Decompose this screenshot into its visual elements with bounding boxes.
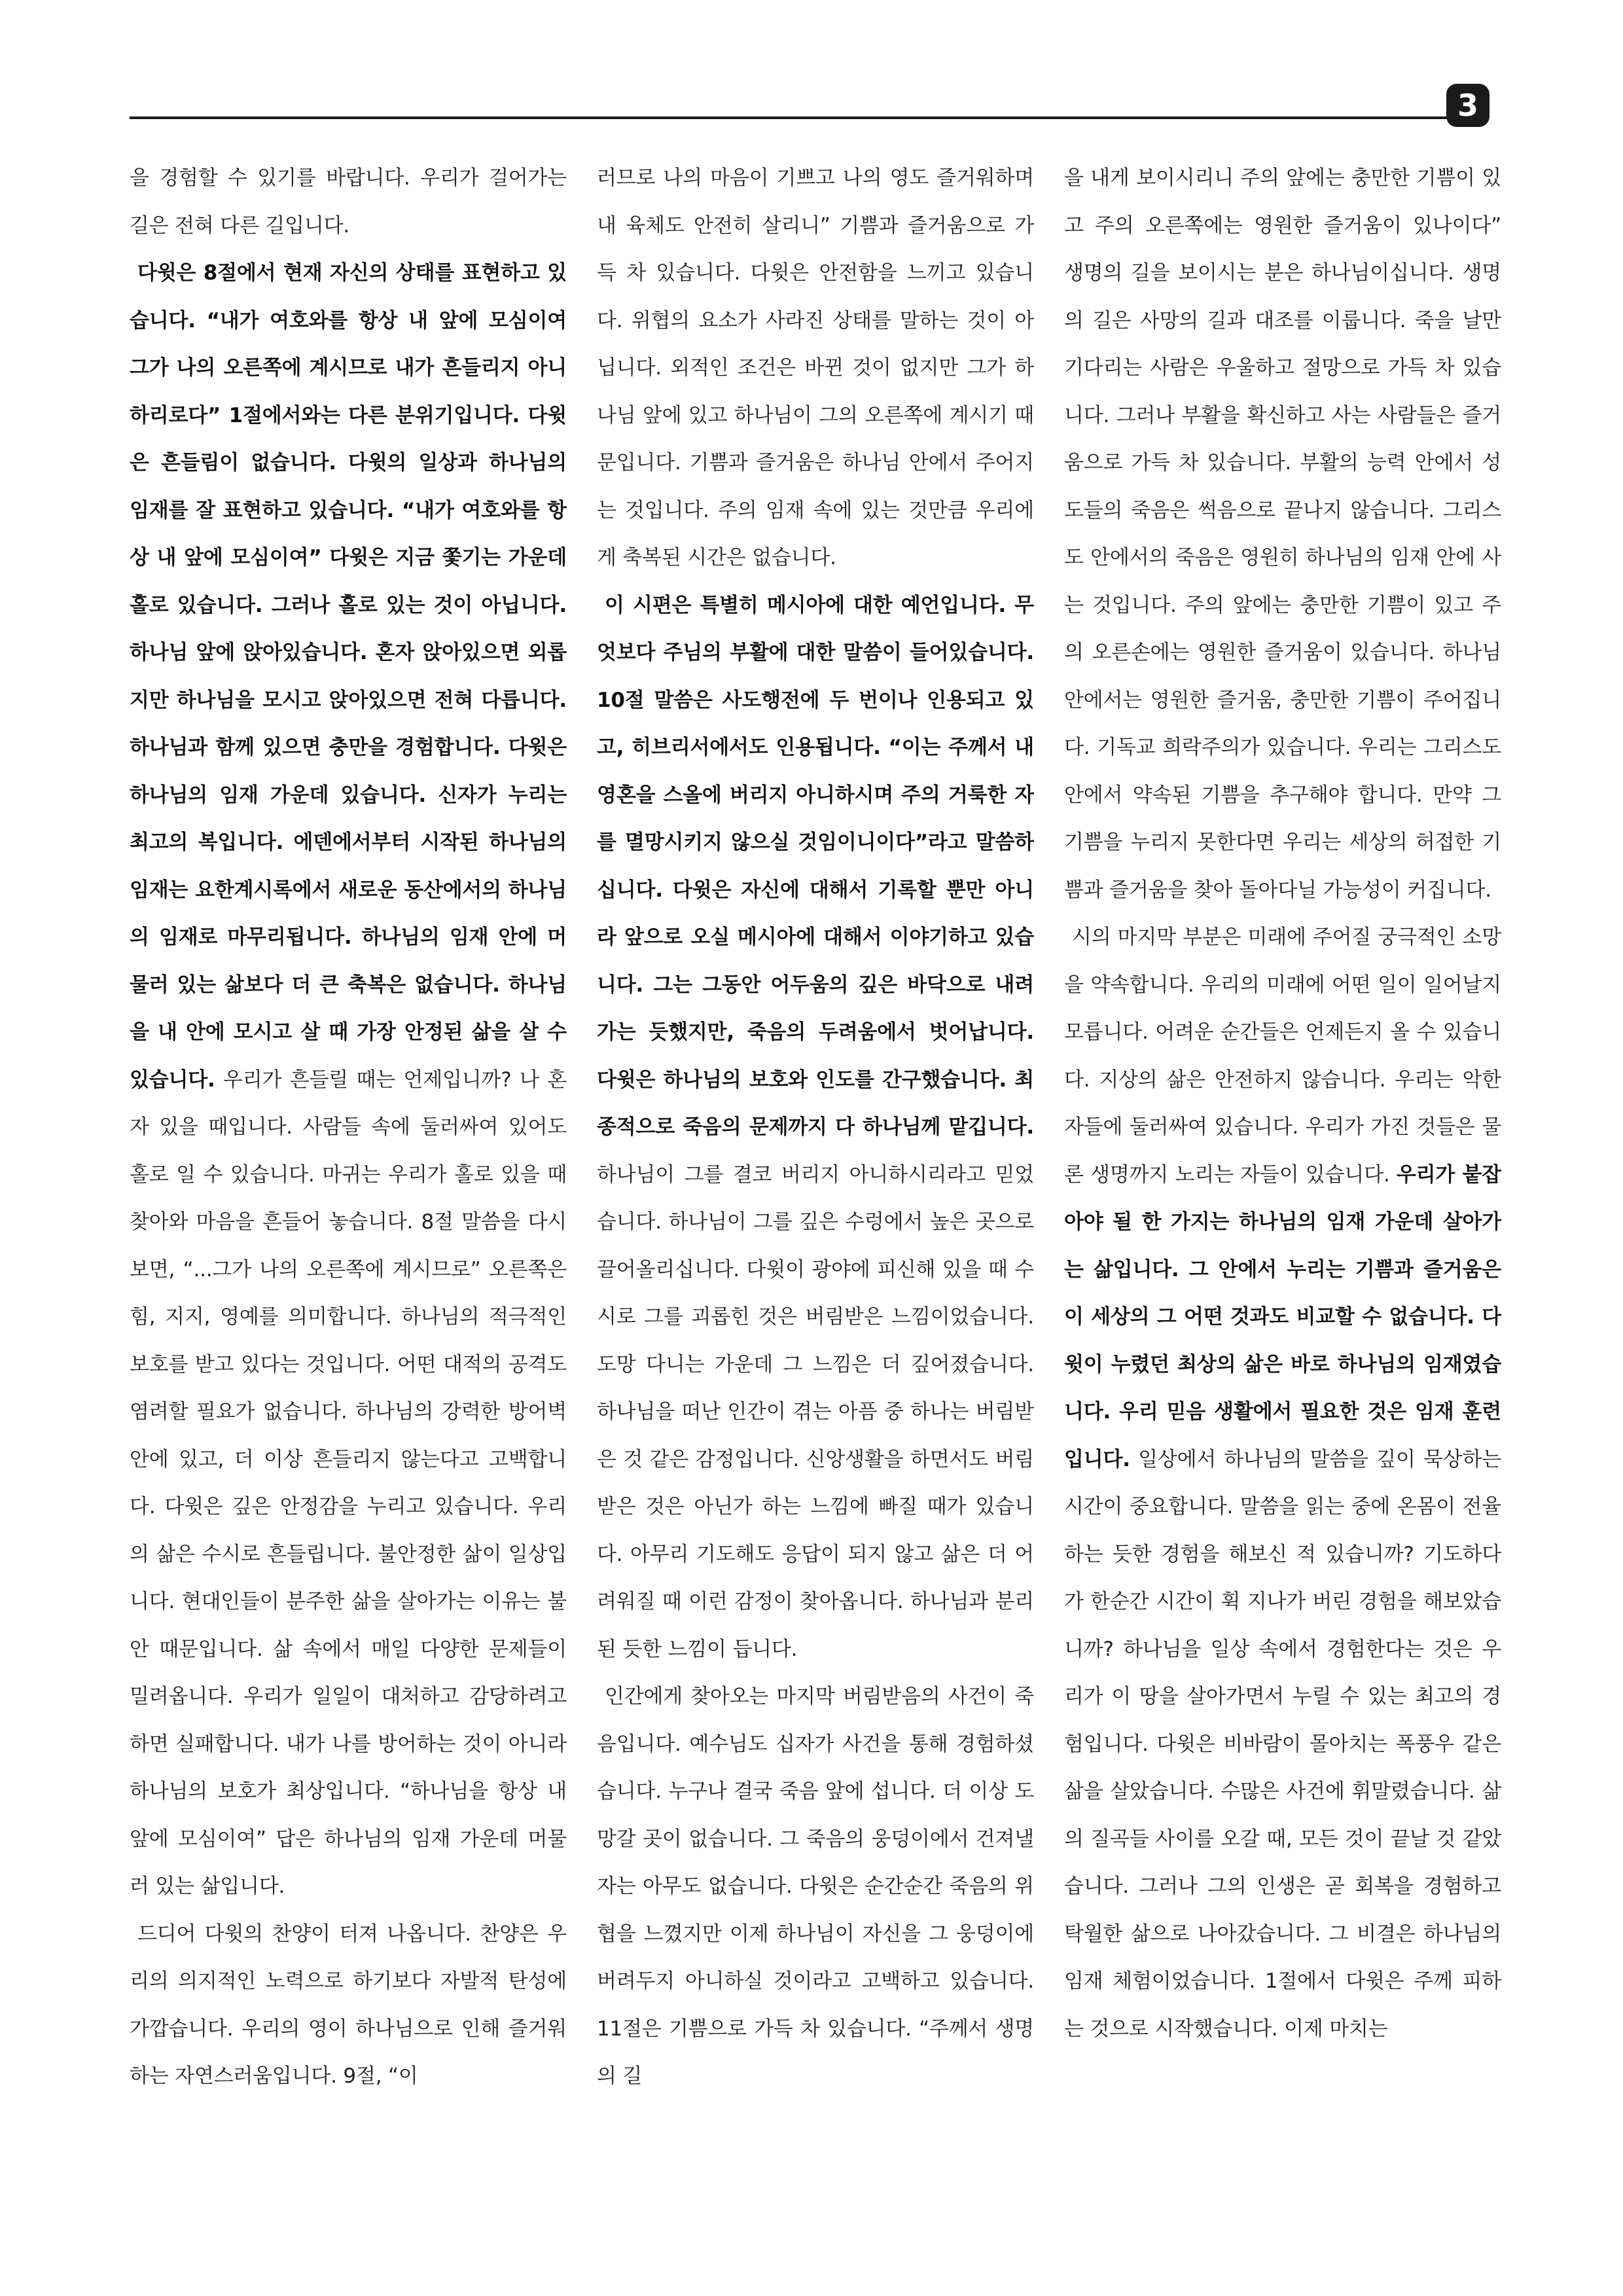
text-run: 인간에게 찾아오는 마지막 버림받음의 사건이 죽음입니다. 예수님도 십자가 사건을 통해 경험하셨습니다. 누구나 결국 죽음 앞에 섭니다. 더 이상 도망갈 곳이 없습니다. 그 죽음의 웅덩이에서 건져낼 자는 아무도 없습니다. 다윗은 순간순간 죽음의 위협을 느꼈지만 이제 하나님이 자신을 그 웅덩이에 버려두지 아니하실 것이라고 고백하고 있습니다. 11절은 기쁨으로 가득 차 있습니다. “주께서 생명의 길 [597, 1685, 1034, 2088]
text-run: 드디어 다윗의 찬양이 터져 나옵니다. 찬양은 우리의 의지적인 노력으로 하기보다 자발적 탄성에 가깝습니다. 우리의 영이 하나님으로 인해 즐거워하는 자연스러움입니다. 9절, “이 [130, 1922, 567, 2088]
paragraph [597, 154, 1034, 582]
paragraph [597, 1673, 1034, 2100]
paragraph [1064, 914, 1501, 2053]
paragraph [130, 249, 567, 1910]
text-column-2 [597, 154, 1034, 2265]
text-column-3 [1064, 154, 1501, 2265]
text-run: 을 내게 보이시리니 주의 앞에는 충만한 기쁨이 있고 주의 오른쪽에는 영원한 즐거움이 있나이다” 생명의 길을 보이시는 분은 하나님이십니다. 생명의 길은 사망의 길과 대조를 이룹니다. 죽을 날만 기다리는 사람은 우울하고 절망으로 가득 차 있습니다. 그러나 부활을 확신하고 사는 사람들은 즐거움으로 가득 차 있습니다. 부활의 능력 안에서 성도들의 죽음은 썩음으로 끝나지 않습니다. 그리스도 안에서의 죽음은 영원히 하나님의 임재 안에 사는 것입니다. 주의 앞에는 충만한 기쁨이 있고 주의 오른손에는 영원한 즐거움이 있습니다. 하나님 안에서는 영원한 즐거움, 충만한 기쁨이 주어집니다. 기독교 희락주의가 있습니다. 우리는 그리스도 안에서 약속된 기쁨을 추구해야 합니다. 만약 그 기쁨을 누리지 못한다면 우리는 세상의 허접한 기쁨과 즐거움을 찾아 돌아다닐 가능성이 커집니다. [1064, 166, 1501, 902]
page-number: 3 [1446, 84, 1489, 127]
paragraph [130, 154, 567, 249]
paragraph [1064, 154, 1501, 914]
text-column-1 [130, 154, 567, 2265]
paragraph [130, 1910, 567, 2100]
bold-text-run: 이 시편은 특별히 메시아에 대한 예언입니다. 무엇보다 주님의 부활에 대한 말씀이 들어있습니다. 10절 말씀은 사도행전에 두 번이나 인용되고 있고, 히브리서에서도 인용됩니다. “이는 주께서 내 영혼을 스올에 버리지 아니하시며 주의 거룩한 자를 멸망시키지 않으실 것임이니이다”라고 말씀하십니다. 다윗은 자신에 대해서 기록할 뿐만 아니라 앞으로 오실 메시아에 대해서 이야기하고 있습니다. 그는 그동안 어두움의 깊은 바닥으로 내려가는 듯했지만, 죽음의 두려움에서 벗어납니다. 다윗은 하나님의 보호와 인도를 간구했습니다. 최종적으로 죽음의 문제까지 다 하나님께 맡깁니다. [597, 593, 1034, 1139]
text-run: 하나님이 그를 결코 버리지 아니하시리라고 믿었습니다. 하나님이 그를 깊은 수렁에서 높은 곳으로 끌어올리십니다. 다윗이 광야에 피신해 있을 때 수시로 그를 괴롭힌 것은 버림받은 느낌이었습니다. 도망 다니는 가운데 그 느낌은 더 깊어졌습니다. 하나님을 떠난 인간이 겪는 아픔 중 하나는 버림받은 것 같은 감정입니다. 신앙생활을 하면서도 버림받은 것은 아닌가 하는 느낌에 빠질 때가 있습니다. 아무리 기도해도 응답이 되지 않고 삶은 더 어려워질 때 이런 감정이 찾아옵니다. 하나님과 분리된 듯한 느낌이 듭니다. [597, 1162, 1034, 1661]
bold-text-run: 다윗은 8절에서 현재 자신의 상태를 표현하고 있습니다. “내가 여호와를 항상 내 앞에 모심이여 그가 나의 오른쪽에 계시므로 내가 흔들리지 아니하리로다” 1절에서와는 다른 분위기입니다. 다윗은 흔들림이 없습니다. 다윗의 일상과 하나님의 임재를 잘 표현하고 있습니다. “내가 여호와를 항상 내 앞에 모심이여” 다윗은 지금 쫓기는 가운데 홀로 있습니다. 그러나 홀로 있는 것이 아닙니다. 하나님 앞에 앉아있습니다. 혼자 앉아있으면 외롭지만 하나님을 모시고 앉아있으면 전혀 다릅니다. 하나님과 함께 있으면 충만을 경험합니다. 다윗은 하나님의 임재 가운데 있습니다. 신자가 누리는 최고의 복입니다. 에덴에서부터 시작된 하나님의 임재는 요한계시록에서 새로운 동산에서의 하나님의 임재로 마무리됩니다. 하나님의 임재 안에 머물러 있는 삶보다 더 큰 축복은 없습니다. 하나님을 내 안에 모시고 살 때 가장 안정된 삶을 살 수 있습니다. [130, 261, 567, 1092]
paragraph [597, 582, 1034, 1674]
text-run: 을 경험할 수 있기를 바랍니다. 우리가 걸어가는 길은 전혀 다른 길입니다. [130, 166, 567, 238]
header-rule [130, 117, 1465, 119]
text-run: 러므로 나의 마음이 기쁘고 나의 영도 즐거워하며 내 육체도 안전히 살리니” 기쁨과 즐거움으로 가득 차 있습니다. 다윗은 안전함을 느끼고 있습니다. 위협의 요소가 사라진 상태를 말하는 것이 아닙니다. 외적인 조건은 바뀐 것이 없지만 그가 하나님 앞에 있고 하나님이 그의 오른쪽에 계시기 때문입니다. 기쁨과 즐거움은 하나님 안에서 주어지는 것입니다. 주의 임재 속에 있는 것만큼 우리에게 축복된 시간은 없습니다. [597, 166, 1034, 569]
bold-text-run: 우리가 붙잡아야 될 한 가지는 하나님의 임재 가운데 살아가는 삶입니다. 그 안에서 누리는 기쁨과 즐거움은 이 세상의 그 어떤 것과도 비교할 수 없습니다. 다윗이 누렸던 최상의 삶은 바로 하나님의 임재였습니다. 우리 믿음 생활에서 필요한 것은 임재 훈련입니다. [1064, 1162, 1501, 1471]
text-run: 우리가 흔들릴 때는 언제입니까? 나 혼자 있을 때입니다. 사람들 속에 둘러싸여 있어도 홀로 일 수 있습니다. 마귀는 우리가 홀로 있을 때 찾아와 마음을 흔들어 놓습니다. 8절 말씀을 다시 보면, “...그가 나의 오른쪽에 계시므로” 오른쪽은 힘, 지지, 영예를 의미합니다. 하나님의 적극적인 보호를 받고 있다는 것입니다. 어떤 대적의 공격도 염려할 필요가 없습니다. 하나님의 강력한 방어벽 안에 있고, 더 이상 흔들리지 않는다고 고백합니다. 다윗은 깊은 안정감을 누리고 있습니다. 우리의 삶은 수시로 흔들립니다. 불안정한 삶이 일상입니다. 현대인들이 분주한 삶을 살아가는 이유는 불안 때문입니다. 삶 속에서 매일 다양한 문제들이 밀려옵니다. 우리가 일일이 대처하고 감당하려고 하면 실패합니다. 내가 나를 방어하는 것이 아니라 하나님의 보호가 최상입니다. “하나님을 항상 내 앞에 모심이여” 답은 하나님의 임재 가운데 머물러 있는 삶입니다. [130, 1067, 567, 1898]
text-run: 일상에서 하나님의 말씀을 깊이 묵상하는 시간이 중요합니다. 말씀을 읽는 중에 온몸이 전율하는 듯한 경험을 해보신 적 있습니까? 기도하다가 한순간 시간이 휙 지나가 버린 경험을 해보았습니까? 하나님을 일상 속에서 경험한다는 것은 우리가 이 땅을 살아가면서 누릴 수 있는 최고의 경험입니다. 다윗은 비바람이 몰아치는 폭풍우 같은 삶을 살았습니다. 수많은 사건에 휘말렸습니다. 삶의 질곡들 사이를 오갈 때, 모든 것이 끝날 것 같았습니다. 그러나 그의 인생은 곧 회복을 경험하고 탁월한 삶으로 나아갔습니다. 그 비결은 하나님의 임재 체험이었습니다. 1절에서 다윗은 주께 피하는 것으로 시작했습니다. 이제 마치는 [1064, 1447, 1501, 2041]
text-run: 시의 마지막 부분은 미래에 주어질 궁극적인 소망을 약속합니다. 우리의 미래에 어떤 일이 일어날지 모릅니다. 어려운 순간들은 언제든지 올 수 있습니다. 지상의 삶은 안전하지 않습니다. 우리는 악한 자들에 둘러싸여 있습니다. 우리가 가진 것들은 물론 생명까지 노리는 자들이 있습니다. [1064, 925, 1501, 1187]
